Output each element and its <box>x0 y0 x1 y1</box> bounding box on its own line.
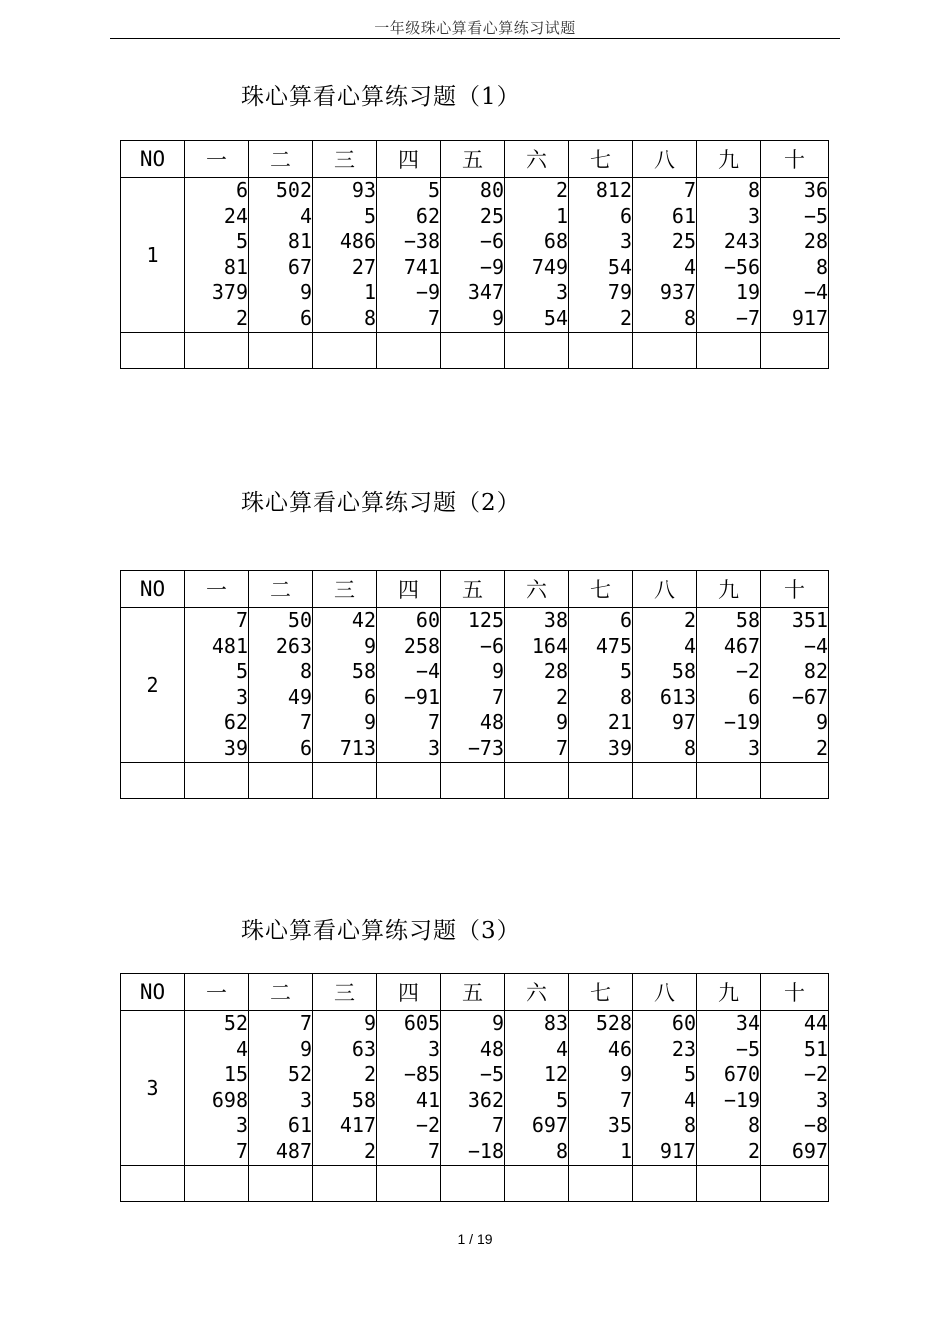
addend: 9 <box>363 710 376 735</box>
addend: 5 <box>683 1062 696 1087</box>
addend: 62 <box>415 203 440 228</box>
addend: 58 <box>735 608 760 632</box>
addend: 21 <box>607 710 632 735</box>
addend: 258 <box>403 633 440 658</box>
problem-cell <box>313 178 377 333</box>
addend: 7 <box>299 1011 312 1035</box>
problems-row <box>121 1011 829 1166</box>
problem-cell <box>377 1011 441 1166</box>
addend: 243 <box>723 229 760 254</box>
addend: 467 <box>723 633 760 658</box>
problem-cell <box>505 608 569 763</box>
addend: 7 <box>491 684 504 709</box>
addend: 741 <box>403 254 440 279</box>
addend: 9 <box>363 1011 376 1035</box>
answer-cell[interactable] <box>697 762 761 798</box>
answer-cell[interactable] <box>313 762 377 798</box>
addend: 68 <box>543 229 568 254</box>
addend: 7 <box>299 710 312 735</box>
column-header: 一 <box>185 974 249 1011</box>
addend: 6 <box>299 735 312 760</box>
addend: 917 <box>659 1138 696 1163</box>
answer-cell[interactable] <box>761 762 829 798</box>
answer-cell[interactable] <box>249 1165 313 1201</box>
addend: −9 <box>415 280 440 305</box>
addend: 2 <box>815 735 828 760</box>
addend: 58 <box>671 659 696 684</box>
exercise-table <box>120 973 829 1202</box>
addend: 713 <box>339 735 376 760</box>
addend: −4 <box>803 633 828 658</box>
problem-cell <box>441 178 505 333</box>
answer-cell[interactable] <box>569 762 633 798</box>
column-header: 六 <box>505 571 569 608</box>
addend: 3 <box>299 1087 312 1112</box>
problem-cell <box>313 608 377 763</box>
problem-cell <box>441 1011 505 1166</box>
problem-cell <box>761 178 829 333</box>
addend: 58 <box>351 659 376 684</box>
addend: 2 <box>363 1062 376 1087</box>
addend: 528 <box>595 1011 632 1035</box>
addend: 48 <box>479 710 504 735</box>
column-header: 七 <box>569 571 633 608</box>
column-header: 四 <box>377 571 441 608</box>
answer-cell[interactable] <box>441 762 505 798</box>
addend: 487 <box>275 1138 312 1163</box>
column-header: 七 <box>569 974 633 1011</box>
column-header: 八 <box>633 974 697 1011</box>
addend: 2 <box>619 305 632 330</box>
addend: 1 <box>363 280 376 305</box>
exercise-table <box>120 140 829 369</box>
column-header: 五 <box>441 571 505 608</box>
column-header-no: NO <box>121 571 185 608</box>
addend: 63 <box>351 1036 376 1061</box>
answer-cell[interactable] <box>249 332 313 368</box>
addend: 3 <box>747 735 760 760</box>
addend: 4 <box>683 254 696 279</box>
problem-cell <box>249 178 313 333</box>
section-title: 珠心算看心算练习题（3） <box>241 918 521 944</box>
answer-cell[interactable] <box>697 1165 761 1201</box>
addend: 62 <box>223 710 248 735</box>
addend: 67 <box>287 254 312 279</box>
addend: 7 <box>427 1138 440 1163</box>
addend: −9 <box>479 254 504 279</box>
addend: 5 <box>619 659 632 684</box>
addend: 8 <box>683 1113 696 1138</box>
addend: 51 <box>803 1036 828 1061</box>
column-header: 九 <box>697 571 761 608</box>
addend: 2 <box>555 684 568 709</box>
answer-label-cell <box>121 762 185 798</box>
problem-cell <box>249 1011 313 1166</box>
header-row <box>121 141 829 178</box>
addend: −2 <box>415 1113 440 1138</box>
problem-cell <box>633 178 697 333</box>
addend: 613 <box>659 684 696 709</box>
addend: 4 <box>683 1087 696 1112</box>
addend: 9 <box>815 710 828 735</box>
problem-cell <box>185 608 249 763</box>
addend: 4 <box>555 1036 568 1061</box>
answer-cell[interactable] <box>185 332 249 368</box>
addend: 9 <box>491 305 504 330</box>
section-title: 珠心算看心算练习题（1） <box>241 84 521 110</box>
answer-cell[interactable] <box>441 332 505 368</box>
header-row <box>121 571 829 608</box>
page-number: 1 / 19 <box>457 1231 493 1247</box>
column-header-no: NO <box>121 974 185 1011</box>
problem-cell <box>441 608 505 763</box>
answer-cell[interactable] <box>505 332 569 368</box>
addend: 44 <box>803 1011 828 1035</box>
addend: 9 <box>299 280 312 305</box>
addend: 34 <box>735 1011 760 1035</box>
addend: −85 <box>403 1062 440 1087</box>
addend: 6 <box>363 684 376 709</box>
answer-cell[interactable] <box>377 332 441 368</box>
addend: 3 <box>555 280 568 305</box>
addend: 7 <box>427 305 440 330</box>
addend: 5 <box>555 1087 568 1112</box>
addend: 60 <box>415 608 440 632</box>
addend: 28 <box>803 229 828 254</box>
answer-cell[interactable] <box>633 332 697 368</box>
answer-row <box>121 762 829 798</box>
column-header: 八 <box>633 571 697 608</box>
addend: 58 <box>351 1087 376 1112</box>
addend: 2 <box>363 1138 376 1163</box>
addend: 97 <box>671 710 696 735</box>
problem-cell <box>377 608 441 763</box>
column-header: 三 <box>313 974 377 1011</box>
addend: 8 <box>363 305 376 330</box>
addend: 50 <box>287 608 312 632</box>
addend: 8 <box>619 684 632 709</box>
addend: 670 <box>723 1062 760 1087</box>
addend: 52 <box>287 1062 312 1087</box>
answer-cell[interactable] <box>569 1165 633 1201</box>
addend: 698 <box>211 1087 248 1112</box>
problem-cell <box>761 1011 829 1166</box>
addend: 1 <box>555 203 568 228</box>
addend: 379 <box>211 280 248 305</box>
addend: 7 <box>683 178 696 202</box>
addend: −38 <box>403 229 440 254</box>
addend: 25 <box>671 229 696 254</box>
answer-cell[interactable] <box>377 1165 441 1201</box>
addend: 812 <box>595 178 632 202</box>
addend: 35 <box>607 1113 632 1138</box>
addend: 4 <box>235 1036 248 1061</box>
column-header: 四 <box>377 141 441 178</box>
addend: 3 <box>747 203 760 228</box>
addend: −67 <box>791 684 828 709</box>
column-header: 十 <box>761 571 829 608</box>
addend: 8 <box>683 305 696 330</box>
addend: 3 <box>235 1113 248 1138</box>
addend: 7 <box>427 710 440 735</box>
addend: 8 <box>747 1113 760 1138</box>
addend: 9 <box>619 1062 632 1087</box>
answer-label-cell <box>121 1165 185 1201</box>
problem-cell <box>569 608 633 763</box>
column-header-no: NO <box>121 141 185 178</box>
answer-row <box>121 1165 829 1201</box>
addend: 7 <box>491 1113 504 1138</box>
addend: 24 <box>223 203 248 228</box>
addend: 605 <box>403 1011 440 1035</box>
addend: 2 <box>747 1138 760 1163</box>
answer-cell[interactable] <box>441 1165 505 1201</box>
header-row <box>121 974 829 1011</box>
answer-cell[interactable] <box>697 332 761 368</box>
addend: 8 <box>747 178 760 202</box>
addend: 697 <box>531 1113 568 1138</box>
addend: −6 <box>479 633 504 658</box>
addend: 917 <box>791 305 828 330</box>
addend: 3 <box>619 229 632 254</box>
addend: −6 <box>479 229 504 254</box>
addend: 9 <box>491 659 504 684</box>
addend: 81 <box>223 254 248 279</box>
addend: 52 <box>223 1011 248 1035</box>
column-header: 六 <box>505 974 569 1011</box>
answer-cell[interactable] <box>569 332 633 368</box>
answer-cell[interactable] <box>377 762 441 798</box>
addend: 362 <box>467 1087 504 1112</box>
problem-cell <box>377 178 441 333</box>
problem-cell <box>697 178 761 333</box>
addend: 8 <box>299 659 312 684</box>
addend: 61 <box>671 203 696 228</box>
addend: 23 <box>671 1036 696 1061</box>
addend: 19 <box>735 280 760 305</box>
addend: −4 <box>803 280 828 305</box>
addend: 82 <box>803 659 828 684</box>
addend: 4 <box>683 633 696 658</box>
addend: −5 <box>479 1062 504 1087</box>
column-header: 三 <box>313 141 377 178</box>
addend: 5 <box>235 229 248 254</box>
addend: 93 <box>351 178 376 202</box>
addend: 697 <box>791 1138 828 1163</box>
addend: 61 <box>287 1113 312 1138</box>
row-number: 3 <box>121 1011 185 1166</box>
addend: 417 <box>339 1113 376 1138</box>
addend: 481 <box>211 633 248 658</box>
addend: −7 <box>735 305 760 330</box>
addend: 6 <box>619 203 632 228</box>
column-header: 九 <box>697 141 761 178</box>
column-header: 五 <box>441 974 505 1011</box>
addend: 42 <box>351 608 376 632</box>
addend: 3 <box>427 735 440 760</box>
problems-row <box>121 608 829 763</box>
addend: 39 <box>607 735 632 760</box>
addend: −18 <box>467 1138 504 1163</box>
answer-cell[interactable] <box>633 1165 697 1201</box>
problem-cell <box>313 1011 377 1166</box>
addend: −5 <box>803 203 828 228</box>
addend: 9 <box>299 1036 312 1061</box>
addend: −91 <box>403 684 440 709</box>
column-header: 一 <box>185 141 249 178</box>
column-header: 十 <box>761 974 829 1011</box>
addend: 9 <box>363 633 376 658</box>
addend: 7 <box>619 1087 632 1112</box>
addend: 12 <box>543 1062 568 1087</box>
addend: 81 <box>287 229 312 254</box>
column-header: 二 <box>249 571 313 608</box>
addend: 7 <box>235 608 248 632</box>
answer-cell[interactable] <box>505 1165 569 1201</box>
addend: 5 <box>235 659 248 684</box>
addend: 79 <box>607 280 632 305</box>
addend: 6 <box>747 684 760 709</box>
column-header: 一 <box>185 571 249 608</box>
addend: 2 <box>235 305 248 330</box>
answer-cell[interactable] <box>633 762 697 798</box>
problem-cell <box>697 1011 761 1166</box>
answer-cell[interactable] <box>313 332 377 368</box>
answer-label-cell <box>121 332 185 368</box>
answer-cell[interactable] <box>249 762 313 798</box>
addend: 48 <box>479 1036 504 1061</box>
row-number: 2 <box>121 608 185 763</box>
addend: 8 <box>815 254 828 279</box>
answer-cell[interactable] <box>761 332 829 368</box>
addend: 6 <box>235 178 248 202</box>
addend: 5 <box>363 203 376 228</box>
addend: 9 <box>491 1011 504 1035</box>
addend: 38 <box>543 608 568 632</box>
addend: 1 <box>619 1138 632 1163</box>
column-header: 八 <box>633 141 697 178</box>
addend: 2 <box>683 608 696 632</box>
addend: 41 <box>415 1087 440 1112</box>
addend: 263 <box>275 633 312 658</box>
problems-row <box>121 178 829 333</box>
answer-cell[interactable] <box>185 762 249 798</box>
addend: 6 <box>619 608 632 632</box>
problem-cell <box>569 1011 633 1166</box>
addend: 54 <box>543 305 568 330</box>
column-header: 四 <box>377 974 441 1011</box>
addend: 5 <box>427 178 440 202</box>
addend: 486 <box>339 229 376 254</box>
addend: 54 <box>607 254 632 279</box>
column-header: 五 <box>441 141 505 178</box>
addend: 347 <box>467 280 504 305</box>
addend: 8 <box>555 1138 568 1163</box>
addend: 15 <box>223 1062 248 1087</box>
addend: 46 <box>607 1036 632 1061</box>
problem-cell <box>505 1011 569 1166</box>
problem-cell <box>633 1011 697 1166</box>
addend: 25 <box>479 203 504 228</box>
addend: 351 <box>791 608 828 632</box>
addend: 8 <box>683 735 696 760</box>
problem-cell <box>185 178 249 333</box>
addend: −4 <box>415 659 440 684</box>
answer-cell[interactable] <box>185 1165 249 1201</box>
column-header: 九 <box>697 974 761 1011</box>
problem-cell <box>761 608 829 763</box>
exercise-table <box>120 570 829 799</box>
addend: −19 <box>723 1087 760 1112</box>
addend: 749 <box>531 254 568 279</box>
column-header: 十 <box>761 141 829 178</box>
addend: 4 <box>299 203 312 228</box>
problem-cell <box>249 608 313 763</box>
addend: 27 <box>351 254 376 279</box>
addend: 9 <box>555 710 568 735</box>
addend: −8 <box>803 1113 828 1138</box>
answer-cell[interactable] <box>761 1165 829 1201</box>
addend: 7 <box>235 1138 248 1163</box>
addend: 125 <box>467 608 504 632</box>
addend: −73 <box>467 735 504 760</box>
addend: 6 <box>299 305 312 330</box>
addend: 3 <box>235 684 248 709</box>
problem-cell <box>633 608 697 763</box>
addend: 937 <box>659 280 696 305</box>
problem-cell <box>569 178 633 333</box>
section-title: 珠心算看心算练习题（2） <box>241 490 521 516</box>
addend: 83 <box>543 1011 568 1035</box>
addend: 80 <box>479 178 504 202</box>
addend: 3 <box>815 1087 828 1112</box>
running-header: 一年级珠心算看心算练习试题 <box>374 19 576 37</box>
addend: 2 <box>555 178 568 202</box>
answer-cell[interactable] <box>505 762 569 798</box>
addend: −56 <box>723 254 760 279</box>
addend: 502 <box>275 178 312 202</box>
row-number: 1 <box>121 178 185 333</box>
addend: 475 <box>595 633 632 658</box>
addend: 49 <box>287 684 312 709</box>
addend: 36 <box>803 178 828 202</box>
addend: 28 <box>543 659 568 684</box>
addend: 164 <box>531 633 568 658</box>
answer-cell[interactable] <box>313 1165 377 1201</box>
column-header: 三 <box>313 571 377 608</box>
problem-cell <box>185 1011 249 1166</box>
addend: 60 <box>671 1011 696 1035</box>
column-header: 七 <box>569 141 633 178</box>
addend: 39 <box>223 735 248 760</box>
column-header: 二 <box>249 974 313 1011</box>
addend: 7 <box>555 735 568 760</box>
addend: 3 <box>427 1036 440 1061</box>
column-header: 二 <box>249 141 313 178</box>
addend: −19 <box>723 710 760 735</box>
header-rule <box>110 38 840 39</box>
addend: −2 <box>803 1062 828 1087</box>
column-header: 六 <box>505 141 569 178</box>
problem-cell <box>697 608 761 763</box>
problem-cell <box>505 178 569 333</box>
answer-row <box>121 332 829 368</box>
addend: −5 <box>735 1036 760 1061</box>
addend: −2 <box>735 659 760 684</box>
